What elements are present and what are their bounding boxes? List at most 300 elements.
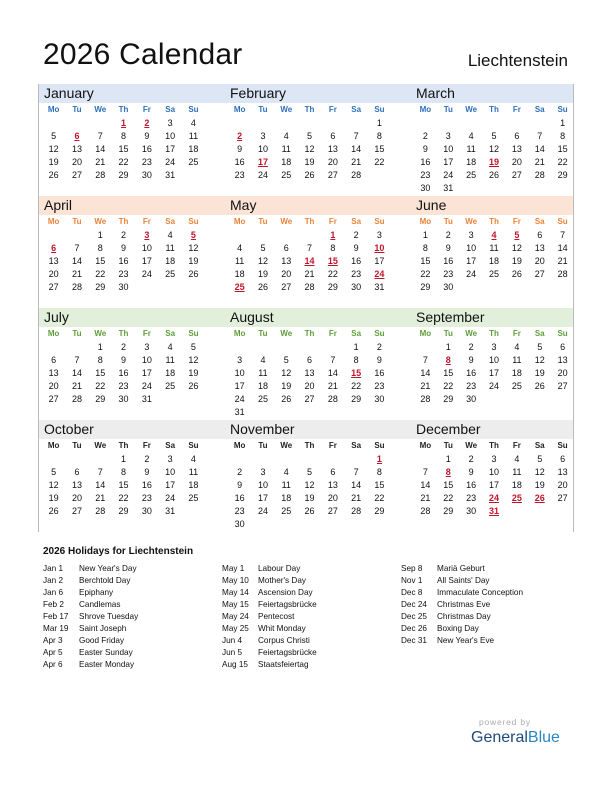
day-cell: 30 bbox=[118, 394, 129, 405]
weekday-header: Tu bbox=[72, 105, 82, 114]
month-name: April bbox=[44, 197, 73, 213]
weekday-header: Su bbox=[557, 105, 568, 114]
weekday-header: Mo bbox=[233, 105, 246, 114]
weekday-header: Fr bbox=[328, 441, 337, 450]
month-name: June bbox=[416, 197, 447, 213]
holiday-name: Whit Monday bbox=[258, 624, 306, 633]
day-cell: 20 bbox=[327, 157, 338, 168]
weekday-header: Sa bbox=[534, 105, 545, 114]
week-row bbox=[42, 505, 224, 518]
day-cell bbox=[551, 505, 574, 518]
day-cell: 27 bbox=[534, 269, 545, 280]
weekday-header: Th bbox=[489, 329, 499, 338]
day-cell: 28 bbox=[351, 170, 362, 181]
month-name: August bbox=[230, 309, 274, 325]
day-cell: 29 bbox=[557, 170, 568, 181]
day-cell: 8 bbox=[353, 355, 359, 366]
day-cell: 26 bbox=[304, 506, 315, 517]
day-cell bbox=[275, 229, 298, 242]
week-row bbox=[228, 117, 410, 130]
holiday-name: Epiphany bbox=[79, 588, 114, 597]
month-june bbox=[410, 196, 574, 308]
month-august bbox=[224, 308, 410, 420]
day-cell: 20 bbox=[557, 480, 568, 491]
week-row bbox=[42, 156, 224, 169]
day-cell bbox=[368, 406, 391, 419]
day-cell: 10 bbox=[257, 144, 268, 155]
day-cell: 2 bbox=[121, 230, 127, 240]
day-cell: 23 bbox=[141, 493, 152, 504]
day-cell: 14 bbox=[327, 368, 338, 379]
day-cell: 23 bbox=[234, 170, 245, 181]
day-cell: 21 bbox=[71, 269, 82, 280]
day-cell: 5 bbox=[51, 131, 57, 142]
holiday-name: Feiertagsbrücke bbox=[258, 648, 317, 657]
day-cell: 12 bbox=[188, 243, 199, 254]
weekday-header: We bbox=[465, 217, 478, 226]
week-row bbox=[414, 341, 574, 354]
day-cell: 10 bbox=[489, 467, 500, 478]
day-cell: 25 bbox=[165, 381, 176, 392]
day-cell: 10 bbox=[257, 480, 268, 491]
brand-logo[interactable] bbox=[471, 729, 560, 747]
day-cell: 21 bbox=[71, 381, 82, 392]
weekday-header: Tu bbox=[258, 441, 268, 450]
day-cell bbox=[89, 117, 112, 130]
weekday-header: We bbox=[94, 329, 107, 338]
day-cell bbox=[251, 453, 274, 466]
holidays-title: 2026 Holidays for Liechtenstein bbox=[43, 546, 194, 557]
weekday-header: Su bbox=[188, 441, 199, 450]
day-cell: 13 bbox=[48, 368, 59, 379]
day-cell: 15 bbox=[443, 368, 454, 379]
day-cell: 22 bbox=[351, 381, 362, 392]
day-cell: 25 bbox=[188, 157, 199, 168]
day-cell: 4 bbox=[260, 355, 266, 366]
day-cell: 11 bbox=[258, 368, 268, 379]
week-row bbox=[414, 492, 574, 505]
day-cell: 13 bbox=[327, 480, 338, 491]
weekday-header: Sa bbox=[534, 217, 545, 226]
day-cell: 27 bbox=[557, 493, 568, 504]
week-row bbox=[228, 518, 410, 531]
holiday-day: 14 bbox=[304, 256, 315, 267]
day-cell: 29 bbox=[443, 394, 454, 405]
day-cell: 8 bbox=[97, 243, 103, 254]
day-cell: 22 bbox=[443, 381, 454, 392]
day-cell: 7 bbox=[74, 243, 80, 254]
day-cell: 12 bbox=[489, 144, 500, 155]
day-cell: 20 bbox=[304, 381, 315, 392]
holiday-date: Sep 8 bbox=[401, 564, 423, 573]
day-cell bbox=[321, 518, 344, 531]
holiday-name: Pentecost bbox=[258, 612, 295, 621]
day-cell: 14 bbox=[351, 480, 362, 491]
day-cell: 17 bbox=[141, 368, 152, 379]
day-cell: 11 bbox=[234, 256, 245, 267]
day-cell: 10 bbox=[165, 131, 176, 142]
day-cell: 16 bbox=[118, 368, 129, 379]
day-cell: 23 bbox=[466, 493, 477, 504]
day-cell: 27 bbox=[71, 170, 82, 181]
brand-part2: Blue bbox=[527, 729, 560, 746]
weekday-header: Fr bbox=[328, 217, 337, 226]
day-cell bbox=[298, 406, 321, 419]
day-cell: 19 bbox=[48, 493, 59, 504]
weekday-header: Th bbox=[304, 217, 315, 226]
day-cell: 20 bbox=[48, 381, 59, 392]
week-row bbox=[414, 367, 574, 380]
weekday-header: Fr bbox=[142, 329, 151, 338]
week-row bbox=[414, 380, 574, 393]
weekday-header: Sa bbox=[165, 217, 176, 226]
month-name: March bbox=[416, 85, 455, 101]
holiday-date: Apr 6 bbox=[43, 660, 63, 669]
week-row bbox=[228, 505, 410, 518]
day-cell: 24 bbox=[443, 170, 454, 181]
day-cell: 29 bbox=[95, 282, 106, 293]
week-row bbox=[414, 156, 574, 169]
holiday-date: May 25 bbox=[222, 624, 249, 633]
day-cell bbox=[275, 117, 298, 130]
weekday-header: Mo bbox=[233, 217, 246, 226]
day-cell: 8 bbox=[376, 467, 382, 478]
holiday-day: 4 bbox=[491, 230, 497, 240]
holiday-name: Easter Sunday bbox=[79, 648, 133, 657]
day-cell: 28 bbox=[304, 282, 315, 293]
day-cell bbox=[483, 281, 506, 294]
day-cell bbox=[228, 453, 251, 466]
day-cell: 5 bbox=[260, 243, 266, 254]
day-cell bbox=[251, 406, 274, 419]
weekday-header: Th bbox=[118, 441, 129, 450]
day-cell: 26 bbox=[48, 170, 59, 181]
holiday-day: 6 bbox=[74, 131, 80, 142]
day-cell: 3 bbox=[445, 131, 451, 142]
right-border bbox=[573, 84, 574, 196]
country-name: Liechtenstein bbox=[467, 51, 568, 70]
holiday-item bbox=[222, 599, 317, 611]
day-cell: 19 bbox=[511, 256, 522, 267]
day-cell: 14 bbox=[351, 144, 362, 155]
day-cell: 25 bbox=[188, 493, 199, 504]
holiday-item bbox=[401, 575, 523, 587]
holiday-name: Christmas Eve bbox=[437, 600, 491, 609]
holiday-name: Labour Day bbox=[258, 564, 301, 573]
day-cell: 11 bbox=[281, 480, 291, 491]
holiday-day: 15 bbox=[327, 256, 338, 267]
weekday-header: Fr bbox=[328, 329, 337, 338]
day-cell bbox=[460, 117, 483, 130]
day-cell: 13 bbox=[534, 243, 545, 254]
weekday-header: Sa bbox=[351, 105, 362, 114]
week-row bbox=[228, 242, 410, 255]
day-cell bbox=[251, 229, 274, 242]
day-cell bbox=[344, 518, 367, 531]
day-cell: 7 bbox=[97, 131, 103, 142]
day-cell: 23 bbox=[351, 269, 362, 280]
day-cell bbox=[298, 453, 321, 466]
weekday-header: We bbox=[465, 441, 478, 450]
day-cell: 9 bbox=[376, 355, 382, 366]
day-cell: 27 bbox=[304, 394, 315, 405]
week-row bbox=[414, 505, 574, 518]
day-cell: 26 bbox=[281, 394, 292, 405]
day-cell bbox=[158, 281, 181, 294]
day-cell: 19 bbox=[188, 368, 199, 379]
day-cell bbox=[182, 505, 205, 518]
day-cell: 9 bbox=[121, 243, 127, 254]
day-cell: 19 bbox=[281, 381, 292, 392]
day-cell: 27 bbox=[71, 506, 82, 517]
day-cell: 9 bbox=[144, 131, 150, 142]
holiday-item bbox=[222, 623, 317, 635]
day-cell: 19 bbox=[257, 269, 268, 280]
day-cell: 26 bbox=[48, 506, 59, 517]
day-cell: 30 bbox=[466, 506, 477, 517]
holiday-item bbox=[43, 647, 138, 659]
day-cell: 16 bbox=[420, 157, 431, 168]
week-row bbox=[228, 156, 410, 169]
holiday-day: 2 bbox=[144, 118, 150, 128]
day-cell: 30 bbox=[420, 183, 431, 194]
weekday-header: Sa bbox=[351, 441, 362, 450]
day-cell: 18 bbox=[511, 480, 522, 491]
week-row bbox=[42, 367, 224, 380]
day-cell: 15 bbox=[95, 368, 106, 379]
day-cell bbox=[298, 117, 321, 130]
holiday-name: Staatsfeiertag bbox=[258, 660, 309, 669]
day-cell: 22 bbox=[443, 493, 454, 504]
day-cell: 13 bbox=[557, 355, 568, 366]
holiday-name: Good Friday bbox=[79, 636, 125, 645]
month-name: May bbox=[230, 197, 257, 213]
day-cell: 3 bbox=[376, 230, 382, 240]
day-cell: 3 bbox=[468, 230, 474, 240]
holidays-column bbox=[401, 563, 523, 647]
week-row bbox=[414, 466, 574, 479]
holiday-date: May 10 bbox=[222, 576, 249, 585]
day-cell bbox=[42, 229, 65, 242]
day-cell: 22 bbox=[118, 493, 129, 504]
day-cell bbox=[275, 518, 298, 531]
day-cell: 29 bbox=[351, 394, 362, 405]
right-border bbox=[573, 420, 574, 532]
weekday-header: Su bbox=[557, 217, 568, 226]
day-cell: 21 bbox=[304, 269, 315, 280]
powered-by-text: powered by bbox=[479, 717, 531, 727]
holiday-item bbox=[401, 563, 523, 575]
holiday-date: Dec 31 bbox=[401, 636, 427, 645]
day-cell bbox=[344, 117, 367, 130]
day-cell: 5 bbox=[537, 342, 543, 352]
day-cell: 5 bbox=[190, 342, 196, 352]
day-cell: 28 bbox=[420, 394, 431, 405]
week-row bbox=[42, 169, 224, 182]
day-cell: 18 bbox=[511, 368, 522, 379]
day-cell: 9 bbox=[237, 144, 243, 155]
week-row bbox=[42, 143, 224, 156]
day-cell: 23 bbox=[118, 381, 129, 392]
week-row bbox=[228, 393, 410, 406]
week-row bbox=[42, 341, 224, 354]
holiday-name: Mother's Day bbox=[258, 576, 306, 585]
week-row bbox=[42, 479, 224, 492]
day-cell: 31 bbox=[443, 183, 454, 194]
day-cell bbox=[228, 117, 251, 130]
holiday-date: May 14 bbox=[222, 588, 249, 597]
weekday-header: Fr bbox=[142, 441, 151, 450]
day-cell: 18 bbox=[165, 368, 176, 379]
weekday-header: Su bbox=[188, 329, 199, 338]
day-cell: 30 bbox=[234, 519, 245, 530]
day-cell: 11 bbox=[512, 355, 522, 366]
holiday-day: 3 bbox=[144, 230, 150, 240]
day-cell: 27 bbox=[511, 170, 522, 181]
day-cell: 17 bbox=[257, 493, 268, 504]
day-cell: 8 bbox=[121, 131, 127, 142]
day-cell: 9 bbox=[121, 355, 127, 366]
day-cell: 6 bbox=[51, 355, 57, 366]
day-cell: 22 bbox=[95, 269, 106, 280]
week-row bbox=[228, 281, 410, 294]
day-cell: 20 bbox=[511, 157, 522, 168]
weekday-header: Mo bbox=[419, 441, 432, 450]
week-row bbox=[414, 242, 574, 255]
holiday-item bbox=[401, 599, 523, 611]
day-cell: 3 bbox=[260, 131, 266, 142]
day-cell: 17 bbox=[374, 256, 385, 267]
day-cell: 16 bbox=[118, 256, 129, 267]
day-cell: 28 bbox=[327, 394, 338, 405]
holiday-day: 10 bbox=[374, 243, 385, 254]
day-cell: 7 bbox=[307, 243, 313, 254]
month-april bbox=[38, 196, 224, 308]
holiday-name: Immaculate Conception bbox=[437, 588, 524, 597]
weekday-header: Mo bbox=[47, 441, 60, 450]
weekday-header: Tu bbox=[443, 441, 453, 450]
day-cell: 1 bbox=[560, 118, 566, 128]
holiday-date: Feb 2 bbox=[43, 600, 64, 609]
weekday-header: Sa bbox=[165, 329, 176, 338]
day-cell: 23 bbox=[234, 506, 245, 517]
week-row bbox=[42, 255, 224, 268]
day-cell: 20 bbox=[327, 493, 338, 504]
day-cell: 15 bbox=[420, 256, 431, 267]
day-cell: 14 bbox=[420, 480, 431, 491]
day-cell bbox=[528, 393, 551, 406]
weekday-header: Mo bbox=[47, 329, 60, 338]
holiday-item bbox=[43, 635, 138, 647]
weekday-header: Fr bbox=[512, 441, 521, 450]
day-cell: 5 bbox=[537, 454, 543, 464]
holiday-date: Jan 2 bbox=[43, 576, 64, 585]
day-cell: 6 bbox=[74, 467, 80, 478]
day-cell: 24 bbox=[141, 269, 152, 280]
week-row bbox=[414, 182, 574, 195]
left-border bbox=[38, 420, 39, 532]
week-row bbox=[228, 406, 410, 419]
day-cell: 7 bbox=[422, 355, 428, 366]
holiday-date: Dec 25 bbox=[401, 612, 427, 621]
holiday-item bbox=[43, 599, 138, 611]
day-cell: 7 bbox=[560, 230, 566, 240]
day-cell: 3 bbox=[167, 454, 173, 464]
day-cell: 9 bbox=[445, 243, 451, 254]
day-cell bbox=[298, 229, 321, 242]
day-cell: 20 bbox=[71, 157, 82, 168]
weekday-header: Su bbox=[557, 441, 568, 450]
day-cell: 10 bbox=[234, 368, 245, 379]
weekday-header: Mo bbox=[419, 329, 432, 338]
day-cell bbox=[414, 453, 437, 466]
day-cell: 12 bbox=[304, 144, 315, 155]
day-cell: 2 bbox=[121, 342, 127, 352]
holiday-name: Shrove Tuesday bbox=[79, 612, 139, 621]
holiday-item bbox=[401, 635, 523, 647]
day-cell: 12 bbox=[304, 480, 315, 491]
day-cell bbox=[182, 169, 205, 182]
day-cell: 7 bbox=[422, 467, 428, 478]
day-cell: 25 bbox=[281, 170, 292, 181]
day-cell: 21 bbox=[351, 493, 362, 504]
day-cell bbox=[321, 117, 344, 130]
left-border bbox=[38, 196, 39, 308]
holiday-day: 1 bbox=[376, 454, 382, 464]
day-cell: 13 bbox=[327, 144, 338, 155]
day-cell bbox=[182, 281, 205, 294]
holiday-date: Jun 4 bbox=[222, 636, 243, 645]
day-cell: 30 bbox=[466, 394, 477, 405]
holiday-item bbox=[222, 647, 317, 659]
day-cell: 10 bbox=[165, 467, 176, 478]
day-cell: 30 bbox=[351, 282, 362, 293]
day-cell: 6 bbox=[307, 355, 313, 366]
day-cell: 27 bbox=[48, 282, 59, 293]
day-cell: 17 bbox=[466, 256, 477, 267]
day-cell: 27 bbox=[557, 381, 568, 392]
day-cell: 14 bbox=[95, 144, 106, 155]
month-october bbox=[38, 420, 224, 532]
day-cell bbox=[182, 393, 205, 406]
day-cell: 24 bbox=[165, 157, 176, 168]
day-cell: 18 bbox=[281, 157, 292, 168]
holiday-name: Saint Joseph bbox=[79, 624, 127, 633]
weekday-header: Tu bbox=[72, 217, 82, 226]
day-cell: 7 bbox=[353, 467, 359, 478]
weekday-header: Mo bbox=[233, 441, 246, 450]
week-row bbox=[414, 453, 574, 466]
day-cell: 19 bbox=[188, 256, 199, 267]
holiday-day: 19 bbox=[489, 157, 500, 168]
day-cell: 16 bbox=[351, 256, 362, 267]
week-row bbox=[42, 229, 224, 242]
week-row bbox=[414, 281, 574, 294]
holiday-name: New Year's Day bbox=[79, 564, 137, 573]
day-cell: 31 bbox=[165, 506, 176, 517]
day-cell bbox=[321, 406, 344, 419]
day-cell bbox=[321, 453, 344, 466]
day-cell: 10 bbox=[443, 144, 454, 155]
holiday-name: Boxing Day bbox=[437, 624, 479, 633]
day-cell bbox=[505, 182, 528, 195]
month-september bbox=[410, 308, 574, 420]
day-cell: 31 bbox=[141, 394, 152, 405]
day-cell bbox=[228, 341, 251, 354]
holiday-item bbox=[222, 635, 317, 647]
holiday-date: Jan 6 bbox=[43, 588, 64, 597]
day-cell: 16 bbox=[141, 144, 152, 155]
